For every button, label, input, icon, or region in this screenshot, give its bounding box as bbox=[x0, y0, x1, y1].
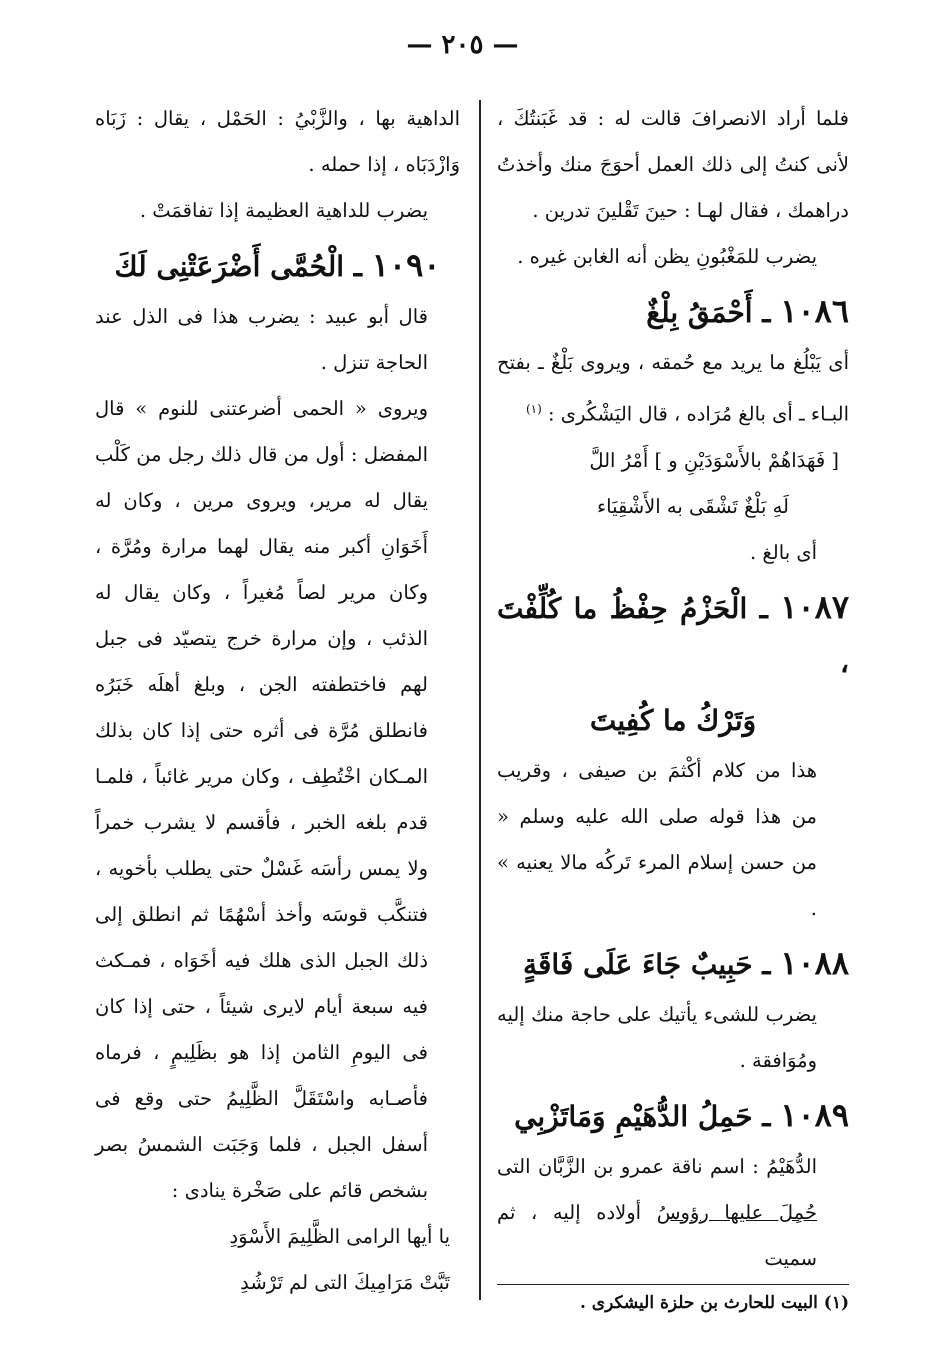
paragraph bbox=[497, 1144, 849, 1282]
paragraph: يضرب للشىء يأتيك على حاجة منك إليه ومُوَافقة . bbox=[497, 1002, 817, 1072]
paragraph: أى بالغ . bbox=[750, 540, 817, 564]
verse-line: لَهِ بَلْغٌ تَشْقَى به الأَشْقِيَاء bbox=[596, 494, 789, 518]
entry-heading-1090 bbox=[95, 238, 460, 294]
underlined-text: حُمِلَ عليها رؤوسُ bbox=[656, 1200, 818, 1224]
paragraph bbox=[497, 340, 849, 438]
entry-title: ـ حَمِلُ الدُّهَيْمِ وَمَاتَزْبِي bbox=[514, 1099, 771, 1133]
paragraph: فلما أراد الانصرافَ قالت له : قد غَبَنتُكَ ، لأنى كنتُ إلى ذلك العمل أحوَجَ منك وأخذتُ دراهمك ، فقال لهـا : حينَ تَقْلينَ تدرين . bbox=[497, 107, 849, 222]
paragraph: الداهية بها ، والزَّبْيُ : الحَمْل ، يقال : زَبَاه وَازْدَبَاه ، إذا حمله . bbox=[95, 107, 460, 176]
paragraph-text: أولاده إليه ، ثم سميت bbox=[497, 1200, 817, 1270]
entry-title: ـ الْحُمَّى أَضْرَعَتْنِى لَكَ bbox=[114, 250, 362, 283]
paragraph: قال أبو عبيد : يضرب هذا فى الذل عند الحاجة تنزل . bbox=[95, 305, 428, 374]
paragraph: يضرب للداهية العظيمة إذا تفاقمَتْ . bbox=[139, 199, 428, 222]
entry-title: ـ الْحَزْمُ حِفْظُ ما كُلِّفْتَ ، bbox=[497, 591, 849, 679]
verse-line: تَبَّتْ مَرَامِيكَ التى لم تَرْشُدِ bbox=[240, 1271, 450, 1294]
paragraph: ويروى « الحمى أضرعتنى للنوم » قال المفضل : أول من قال ذلك رجل من كَلْب يقال له مرير، ويروى مرين ، وكان له أَخَوَانِ أكبر منه يقال لهما مرارة ومُرَّة ، وكان مرير لصاً مُغيراً ، وكان يقال له الذئب ، وإن مرارة خرج يتصيّد فى جبل لهم فاختطفته الجن ، وبلغ أهلَه خَبَرُه فانطلق مُرَّة فى أثره حتى إذا كان بذلك المـكان اخْتُطِف ، وكان مرير غائباً ، فلمـا قدم بلغه الخبر ، فأقسم لا يشرب خمراً ولا يمس رأسَه غَسْلٌ حتى يطلب بأخويه ، فتنكَّب قوسَه وأخذ أسْهُمًا ثم انطلق إلى ذلك الجبل الذى هلك فيه أخَوَاه ، فمـكث فيه سبعة أيام لايرى شيئاً ، حتى إذا كان فى اليومِ الثامن إذا هو بظَلِيمٍ ، فرماه فأصـابه واسْتَقَلَّ الظَّلِيمُ حتى وقع فى أسفل الجبل ، فلما وَجَبَت الشمسُ بصر بشخص قائم على صَخْرة ينادى : bbox=[95, 397, 428, 1202]
paragraph-text: الدُّهَيْمُ : اسم ناقة عمرو بن الزَّبَّان التى bbox=[497, 1154, 817, 1178]
paragraph: يضرب للمَغْبُونِ يظن أنه الغابن غيره . bbox=[517, 245, 817, 268]
paragraph-text: أى يَبْلُغ ما يريد مع حُمقه ، ويروى بَلْغٌ ـ بفتح البـاء ـ أى بالغ مُرَاده ، قال اليَشْكُرى : bbox=[497, 351, 849, 426]
verse-line: [ فَهَدَاهُمْ بالأَسْوَدَيْنِ و ] أَمْرُ اللَّ bbox=[589, 448, 839, 472]
right-column bbox=[497, 96, 849, 1319]
left-column bbox=[95, 96, 460, 1306]
entry-number: ١٠٨٦ bbox=[780, 292, 849, 330]
entry-number: ١٠٨٧ bbox=[780, 587, 850, 626]
entry-heading-1088 bbox=[497, 936, 849, 992]
entry-title-continuation: وَتَرْكُ ما كُفِيتَ bbox=[589, 703, 757, 737]
entry-title: ـ أَحْمَقُ بِلْغٌ bbox=[646, 296, 771, 329]
entry-heading-1089 bbox=[497, 1088, 849, 1144]
entry-title: ـ حَبِيبٌ جَاءَ عَلَى فَاقَةٍ bbox=[522, 947, 771, 981]
verse-line: يا أيها الرامى الظَّلِيمَ الأَسْوَدِ bbox=[229, 1225, 450, 1248]
entry-number: ١٠٩٠ bbox=[371, 246, 441, 284]
paragraph: هذا من كلام أكْثمَ بن صيفى ، وقريب من هذا قوله صلى الله عليه وسلم « من حسن إسلام المرء تَركُه مالا يعنيه » . bbox=[497, 758, 817, 920]
entry-heading-1086 bbox=[497, 284, 849, 340]
entry-number: ١٠٨٩ bbox=[780, 1095, 849, 1134]
page-number: — ٢٠٥ — bbox=[406, 30, 519, 60]
footnote-reference: (١) bbox=[525, 402, 542, 416]
footnote: (١) البيت للحارث بن حلزة اليشكرى . bbox=[497, 1284, 849, 1319]
entry-heading-1087 bbox=[497, 580, 849, 690]
column-divider bbox=[479, 100, 481, 1300]
entry-number: ١٠٨٨ bbox=[780, 943, 849, 982]
